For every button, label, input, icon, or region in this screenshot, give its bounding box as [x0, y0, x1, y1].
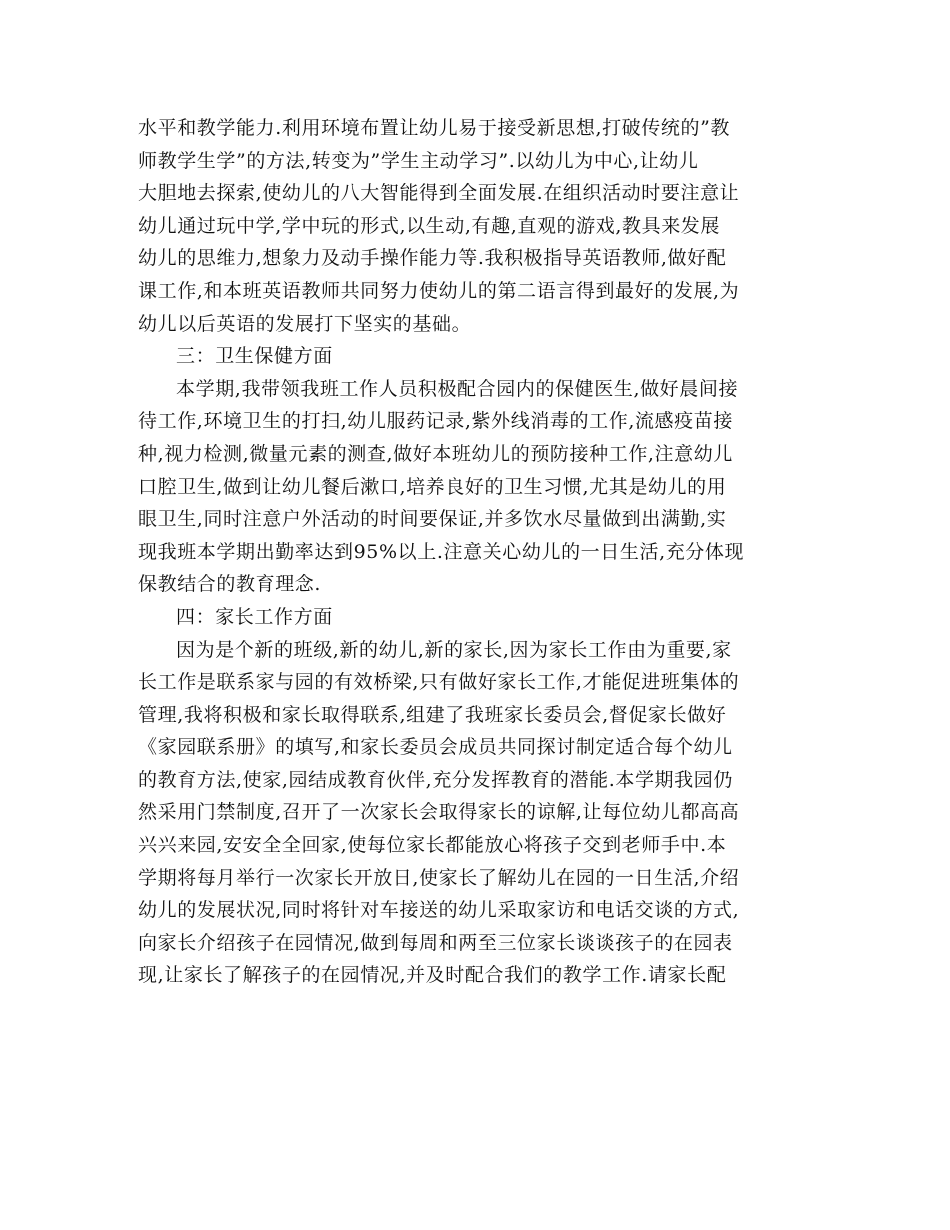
text-line: 长工作是联系家与园的有效桥梁,只有做好家长工作,才能促进班集体的	[138, 671, 740, 694]
text-line: 待工作,环境卫生的打扫,幼儿服药记录,紫外线消毒的工作,流感疫苗接	[138, 410, 733, 433]
text-line: 幼儿的思维力,想象力及动手操作能力等.我积极指导英语教师,做好配	[138, 247, 727, 270]
text-line: 师教学生学”的方法,转变为”学生主动学习”.以幼儿为中心,让幼儿	[138, 149, 699, 172]
text-line: 课工作,和本班英语教师共同努力使幼儿的第二语言得到最好的发展,为	[138, 279, 740, 302]
text-line: 的教育方法,使家,园结成教育伙伴,充分发挥教育的潜能.本学期我园仍	[138, 768, 733, 791]
text-line: 现我班本学期出勤率达到95%以上.注意关心幼儿的一日生活,充分体现	[138, 540, 745, 563]
text-line: 学期将每月举行一次家长开放日,使家长了解幼儿在园的一日生活,介绍	[138, 866, 740, 889]
text-line: 种,视力检测,微量元素的测查,做好本班幼儿的预防接种工作,注意幼儿	[138, 442, 733, 465]
text-line: 保教结合的教育理念.	[138, 573, 322, 596]
text-line: 兴兴来园,安安全全回家,使每位家长都能放心将孩子交到老师手中.本	[138, 834, 727, 857]
section-heading: 四：家长工作方面	[176, 605, 333, 628]
text-line: 现,让家长了解孩子的在园情况,并及时配合我们的教学工作.请家长配	[138, 964, 727, 987]
text-line: 眼卫生,同时注意户外活动的时间要保证,并多饮水尽量做到出满勤,实	[138, 508, 727, 531]
text-line: 管理,我将积极和家长取得联系,组建了我班家长委员会,督促家长做好	[138, 703, 727, 726]
text-line: 本学期,我带领我班工作人员积极配合园内的保健医生,做好晨间接	[176, 377, 739, 400]
text-line: 然采用门禁制度,召开了一次家长会取得家长的谅解,让每位幼儿都高高	[138, 801, 740, 824]
text-line: 口腔卫生,做到让幼儿餐后漱口,培养良好的卫生习惯,尤其是幼儿的用	[138, 475, 727, 498]
text-line: 幼儿通过玩中学,学中玩的形式,以生动,有趣,直观的游戏,教具来发展	[138, 214, 720, 237]
document-body	[138, 112, 818, 992]
text-line: 水平和教学能力.利用环境布置让幼儿易于接受新思想,打破传统的”教	[138, 117, 730, 139]
text-line: 因为是个新的班级,新的幼儿,新的家长,因为家长工作由为重要,家	[176, 638, 732, 661]
text-line: 幼儿的发展状况,同时将针对车接送的幼儿采取家访和电话交谈的方式,	[138, 899, 740, 922]
text-line: 大胆地去探索,使幼儿的八大智能得到全面发展.在组织活动时要注意让	[138, 182, 740, 205]
text-line: 幼儿以后英语的发展打下坚实的基础。	[138, 312, 472, 335]
section-heading: 三：卫生保健方面	[176, 345, 333, 368]
text-line: 向家长介绍孩子在园情况,做到每周和两至三位家长谈谈孩子的在园表	[138, 931, 733, 954]
text-line: 《家园联系册》的填写,和家长委员会成员共同探讨制定适合每个幼儿	[138, 736, 733, 759]
